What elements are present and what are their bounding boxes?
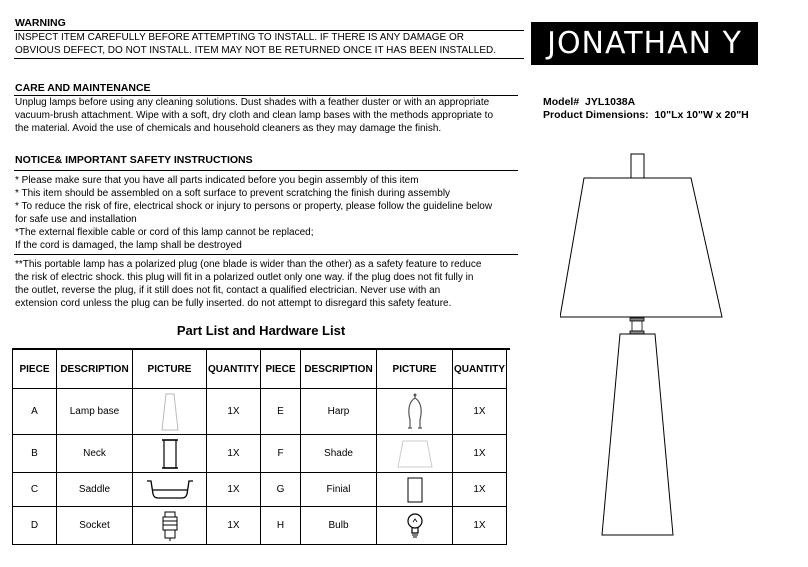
header-picture: PICTURE xyxy=(377,350,453,389)
notice-line: If the cord is damaged, the lamp shall be destroyed xyxy=(15,240,242,251)
header-piece: PIECE xyxy=(13,350,57,389)
model-label: Model# xyxy=(543,96,580,108)
notice-text xyxy=(15,174,492,252)
shade-drawing xyxy=(560,178,722,317)
quantity-cell: 1X xyxy=(453,435,507,473)
care-text xyxy=(15,96,493,135)
piece-cell: B xyxy=(13,435,57,473)
description-cell: Lamp base xyxy=(57,389,133,435)
piece-cell: C xyxy=(13,473,57,507)
notice-divider xyxy=(14,254,518,255)
dimensions-value: 10"Lx 10"W x 20"H xyxy=(654,109,749,121)
notice-line: * Please make sure that you have all parts indicated before you begin assembly of this item xyxy=(15,175,419,186)
lamp-base-drawing xyxy=(602,334,673,535)
warning-bottom-rule xyxy=(14,58,524,59)
description-cell: Bulb xyxy=(301,507,377,545)
socket-icon xyxy=(159,510,181,542)
quantity-cell: 1X xyxy=(453,389,507,435)
plug-line: the outlet, reverse the plug, if it still does not fit, contact a qualified electrician. Never use with an xyxy=(15,285,441,296)
picture-cell xyxy=(133,389,207,435)
piece-cell: G xyxy=(261,473,301,507)
parts-title: Part List and Hardware List xyxy=(176,323,346,338)
description-cell: Finial xyxy=(301,473,377,507)
plug-line: extension cord unless the plug can be fully inserted. do not attempt to disregard this safety feature. xyxy=(15,298,452,309)
table-row xyxy=(13,389,507,435)
quantity-cell: 1X xyxy=(453,473,507,507)
saddle-icon xyxy=(144,477,196,503)
header-description: DESCRIPTION xyxy=(301,350,377,389)
notice-rule xyxy=(14,170,518,171)
quantity-cell: 1X xyxy=(207,389,261,435)
notice-line: * To reduce the risk of fire, electrical shock or injury to persons or property, please follow the guideline below xyxy=(15,201,493,212)
parts-table xyxy=(12,349,507,545)
plug-text xyxy=(15,258,481,310)
table-header-row xyxy=(13,350,507,389)
quantity-cell: 1X xyxy=(207,435,261,473)
warning-line: INSPECT ITEM CAREFULLY BEFORE ATTEMPTING TO INSTALL. IF THERE IS ANY DAMAGE OR xyxy=(15,32,464,43)
header-picture: PICTURE xyxy=(133,350,207,389)
brand-logo: JONATHAN Y xyxy=(531,22,758,65)
model-value: JYL1038A xyxy=(585,96,636,108)
care-line: Unplug lamps before using any cleaning solutions. Dust shades with a feather duster or with an appropriate xyxy=(15,97,490,108)
harp-icon xyxy=(404,392,426,432)
piece-cell: F xyxy=(261,435,301,473)
warning-text xyxy=(15,31,496,57)
table-top-rule xyxy=(12,348,510,350)
piece-cell: D xyxy=(13,507,57,545)
quantity-cell: 1X xyxy=(207,473,261,507)
neck-drawing xyxy=(630,318,644,334)
header-piece: PIECE xyxy=(261,350,301,389)
lamp-base-icon xyxy=(159,392,181,432)
notice-title: NOTICE& IMPORTANT SAFETY INSTRUCTIONS xyxy=(15,154,253,166)
notice-line: *The external flexible cable or cord of this lamp cannot be replaced; xyxy=(15,227,314,238)
header-description: DESCRIPTION xyxy=(57,350,133,389)
header-quantity: QUANTITY xyxy=(453,350,507,389)
description-cell: Neck xyxy=(57,435,133,473)
table-row xyxy=(13,435,507,473)
description-cell: Socket xyxy=(57,507,133,545)
plug-line: the risk of electric shock. this plug will fit in a polarized outlet only one way. if the plug does not fit fully in xyxy=(15,272,474,283)
care-line: the material. Avoid the use of chemicals and household cleaners as they may damage the finish. xyxy=(15,123,442,134)
finial-drawing xyxy=(631,154,644,178)
description-cell: Saddle xyxy=(57,473,133,507)
dimensions-label: Product Dimensions: xyxy=(543,109,649,121)
neck-icon xyxy=(158,437,182,471)
notice-line: * This item should be assembled on a soft surface to prevent scratching the finish during assembly xyxy=(15,188,451,199)
warning-line: OBVIOUS DEFECT, DO NOT INSTALL. ITEM MAY NOT BE RETURNED ONCE IT HAS BEEN INSTALLED. xyxy=(15,45,497,56)
shade-icon xyxy=(395,438,435,470)
care-title: CARE AND MAINTENANCE xyxy=(15,82,151,94)
table-row xyxy=(13,473,507,507)
piece-cell: A xyxy=(13,389,57,435)
picture-cell xyxy=(133,473,207,507)
plug-line: **This portable lamp has a polarized plug (one blade is wider than the other) as a safety feature to reduce xyxy=(15,259,482,270)
lamp-illustration xyxy=(560,150,740,540)
description-cell: Shade xyxy=(301,435,377,473)
quantity-cell: 1X xyxy=(453,507,507,545)
picture-cell xyxy=(377,507,453,545)
description-cell: Harp xyxy=(301,389,377,435)
dimensions-spec xyxy=(543,109,749,121)
picture-cell xyxy=(133,435,207,473)
piece-cell: H xyxy=(261,507,301,545)
picture-cell xyxy=(377,435,453,473)
finial-icon xyxy=(405,476,425,504)
picture-cell xyxy=(377,389,453,435)
model-spec xyxy=(543,96,635,108)
table-row xyxy=(13,507,507,545)
warning-title: WARNING xyxy=(15,17,66,29)
quantity-cell: 1X xyxy=(207,507,261,545)
care-line: vacuum-brush attachment. Wipe with a soft, dry cloth and clean lamp bases with the methods appropriate to xyxy=(15,110,494,121)
piece-cell: E xyxy=(261,389,301,435)
picture-cell xyxy=(133,507,207,545)
header-quantity: QUANTITY xyxy=(207,350,261,389)
picture-cell xyxy=(377,473,453,507)
bulb-icon xyxy=(405,511,425,541)
notice-line: for safe use and installation xyxy=(15,214,137,225)
